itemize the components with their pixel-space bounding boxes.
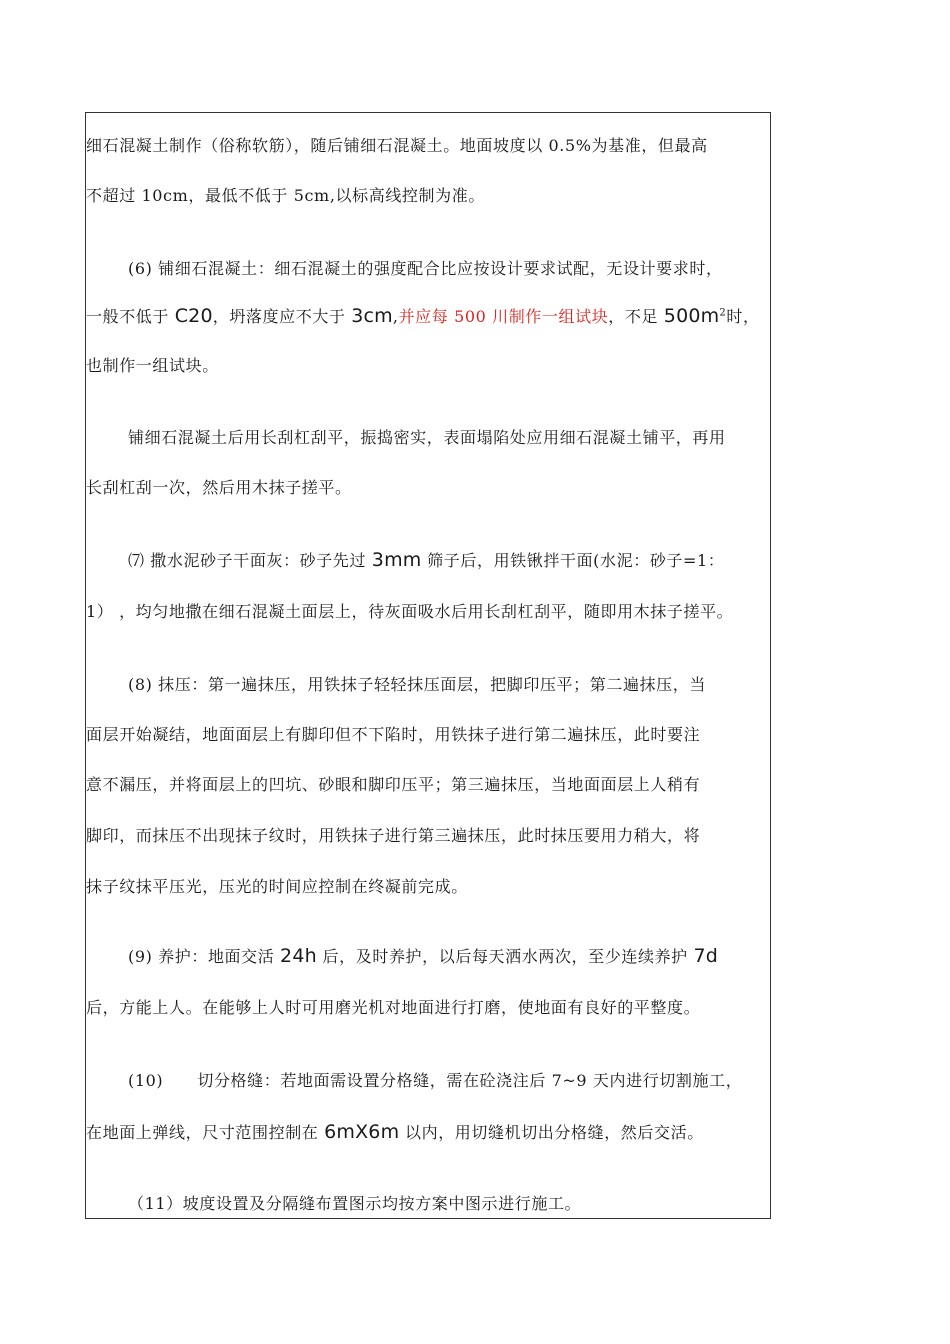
p8-line-4: 脚印，而抹压不出现抹子纹时，用铁抹子进行第三遍抹压，此时抹压要用力稍大，将: [86, 826, 701, 845]
p9-line-1: (9) 养护：地面交活 24h 后，及时养护，以后每天洒水两次，至少连续养护 7d: [128, 945, 719, 967]
p8-line-2: 面层开始凝结，地面面层上有脚印但不下陷时，用铁抹子进行第二遍抹压，此时要注: [86, 725, 701, 744]
p5-line-2: 不超过 10cm，最低不低于 5cm,以标高线控制为准。: [86, 186, 485, 205]
p6-line-3: 也制作一组试块。: [86, 356, 219, 375]
p7-line-2: 1） ，均匀地撒在细石混凝土面层上，待灰面吸水后用长刮杠刮平，随即用木抹子搓平。: [86, 602, 734, 621]
p8-line-5: 抹子纹抹平压光，压光的时间应控制在终凝前完成。: [86, 877, 468, 896]
p7-line-1: ⑺ 撒水泥砂子干面灰：砂子先过 3mm 筛子后，用铁锹拌干面(水泥：砂子=1：: [128, 549, 725, 571]
p9-line-2: 后，方能上人。在能够上人时可用磨光机对地面进行打磨，使地面有良好的平整度。: [86, 998, 701, 1017]
p6b-line-2: 长刮杠刮一次，然后用木抹子搓平。: [86, 478, 352, 497]
p6-line-1: (6) 铺细石混凝土：细石混凝土的强度配合比应按设计要求试配，无设计要求时，: [128, 259, 723, 278]
p6-line-2: 一般不低于 C20，坍落度应不大于 3cm,并应每 500 川制作一组试块，不足 $500m^2$时，: [86, 305, 760, 327]
p5-line-1: 细石混凝土制作（俗称软筋），随后铺细石混凝土。地面坡度以 0.5%为基准，但最高: [86, 136, 708, 155]
p6b-line-1: 铺细石混凝土后用长刮杠刮平，振捣密实，表面塌陷处应用细石混凝土铺平，再用: [128, 428, 726, 447]
p8-line-3: 意不漏压，并将面层上的凹坑、砂眼和脚印压平；第三遍抹压，当地面面层上人稍有: [86, 775, 701, 794]
red-note: 并应每 500 川制作一组试块: [398, 307, 609, 326]
p8-line-1: (8) 抹压：第一遍抹压，用铁抹子轻轻抹压面层，把脚印压平；第二遍抹压，当: [128, 675, 706, 694]
p10-line-2: 在地面上弹线，尺寸范围控制在 6mX6m 以内，用切缝机切出分格缝，然后交活。: [86, 1121, 704, 1143]
p10-line-1: (10) 切分格缝：若地面需设置分格缝，需在砼浇注后 7~9 天内进行切割施工，: [128, 1071, 743, 1090]
p11-line-1: （11）坡度设置及分隔缝布置图示均按方案中图示进行施工。: [128, 1194, 582, 1213]
